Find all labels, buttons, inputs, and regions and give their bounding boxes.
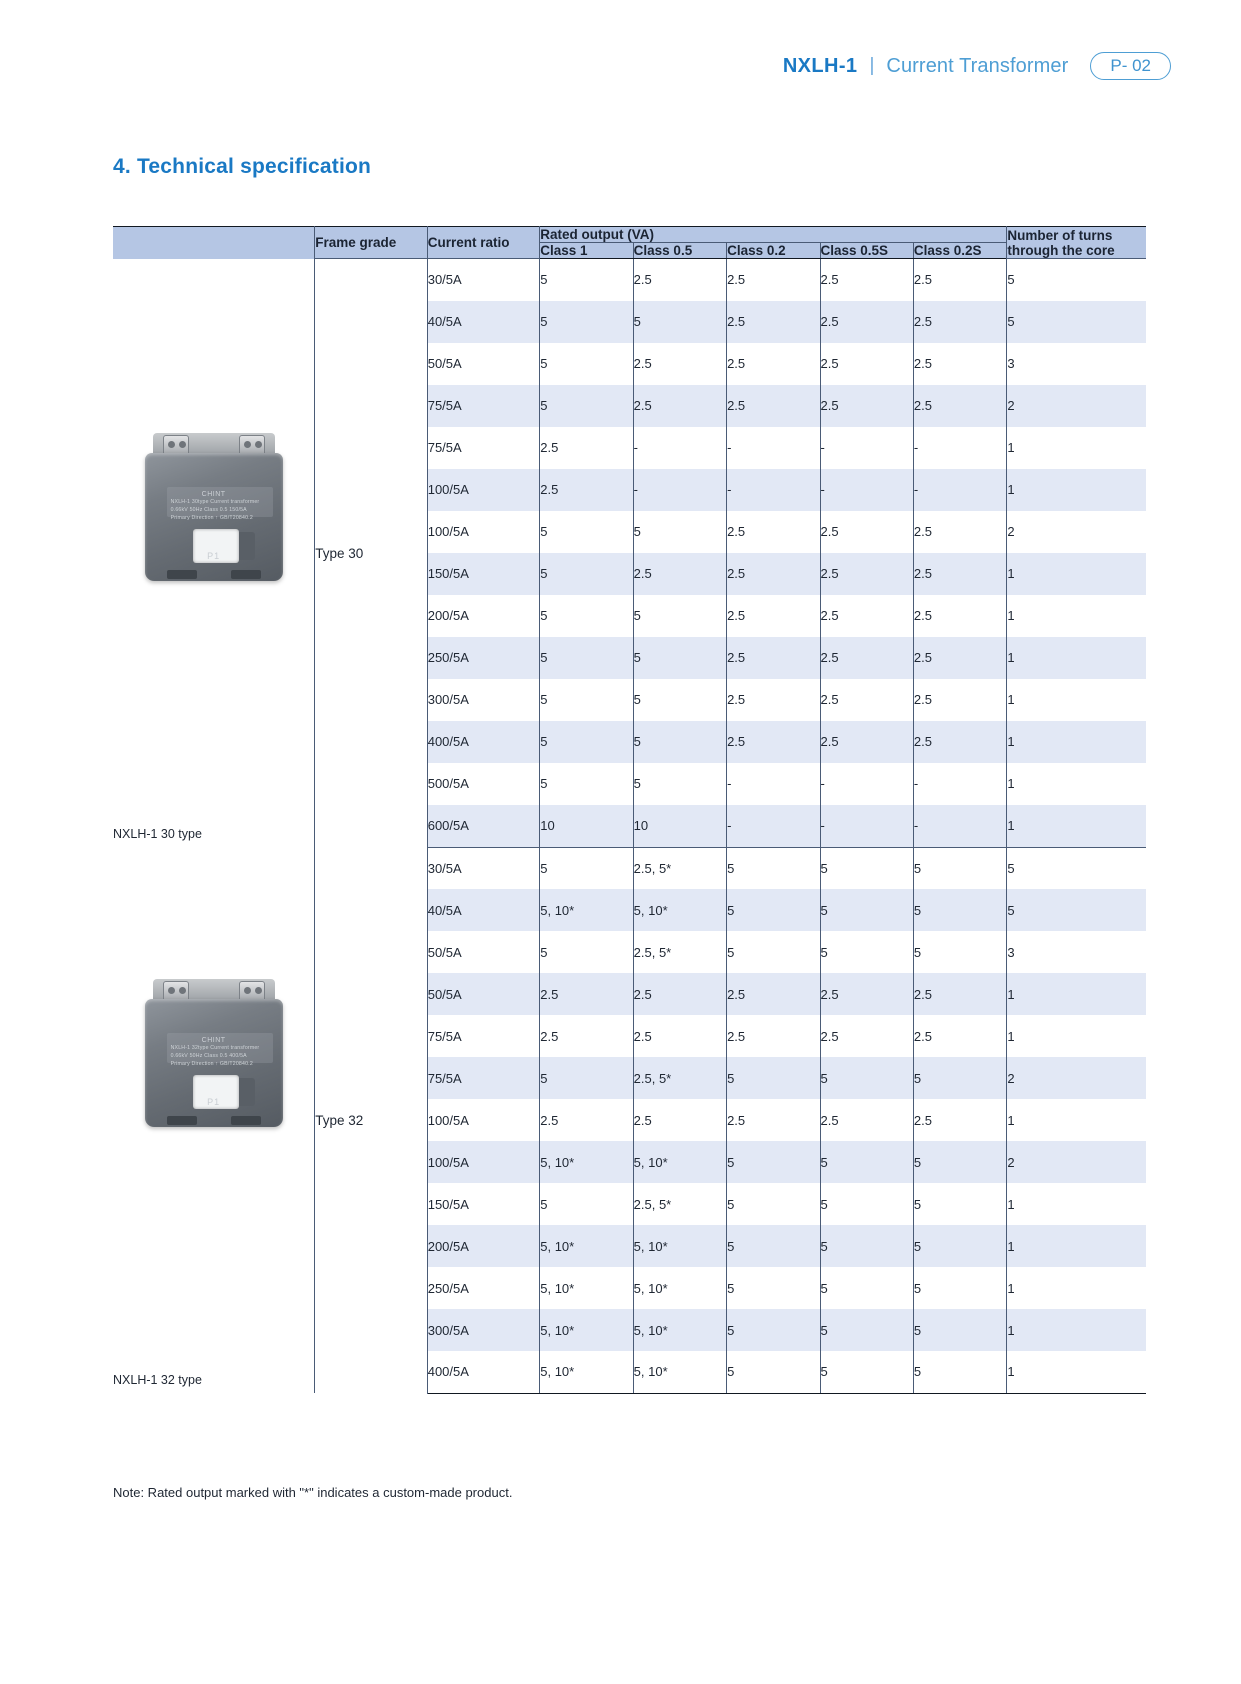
ct-spec-line-1: NXLH-1 30type Current transformer bbox=[170, 498, 260, 505]
rated-output-cell: 2.5 bbox=[913, 1015, 1006, 1057]
rated-output-cell: 2.5 bbox=[820, 721, 913, 763]
ct-housing bbox=[145, 453, 283, 581]
col-header-current-ratio: Current ratio bbox=[427, 227, 540, 259]
rated-output-cell: 5 bbox=[913, 1141, 1006, 1183]
rated-output-cell: 5 bbox=[540, 637, 633, 679]
rated-output-cell: 5, 10* bbox=[633, 1141, 726, 1183]
table-head-row-1 bbox=[113, 227, 1146, 243]
rated-output-cell: 5 bbox=[727, 847, 820, 889]
ct-spec-line-3: Primary Direction ↑ GB/T20840.2 bbox=[170, 1061, 253, 1067]
frame-grade-label: Type 30 bbox=[315, 545, 364, 561]
rated-output-cell: 5 bbox=[633, 511, 726, 553]
rated-output-cell: 5 bbox=[540, 259, 633, 301]
current-ratio-cell: 100/5A bbox=[427, 1099, 540, 1141]
rated-output-cell: 5 bbox=[540, 1183, 633, 1225]
rated-output-cell: - bbox=[913, 805, 1006, 847]
rated-output-cell: 5, 10* bbox=[540, 1351, 633, 1393]
rated-output-cell: 2.5 bbox=[727, 1015, 820, 1057]
rated-output-cell: 2.5 bbox=[820, 511, 913, 553]
rated-output-cell: 5 bbox=[913, 889, 1006, 931]
current-ratio-cell: 100/5A bbox=[427, 469, 540, 511]
frame-grade-label: Type 32 bbox=[315, 1112, 364, 1128]
rated-output-cell: 2.5 bbox=[820, 259, 913, 301]
rated-output-cell: 5, 10* bbox=[540, 1225, 633, 1267]
rated-output-cell: 5 bbox=[727, 1057, 820, 1099]
turns-cell: 1 bbox=[1007, 679, 1146, 721]
rated-output-cell: 5, 10* bbox=[633, 889, 726, 931]
rated-output-cell: 5, 10* bbox=[633, 1309, 726, 1351]
rated-output-cell: 5, 10* bbox=[633, 1267, 726, 1309]
current-ratio-cell: 400/5A bbox=[427, 721, 540, 763]
page-header bbox=[783, 48, 1171, 84]
table-row bbox=[113, 847, 1146, 889]
col-header-class-02s: Class 0.2S bbox=[913, 243, 1006, 259]
col-header-class-02: Class 0.2 bbox=[727, 243, 820, 259]
turns-cell: 2 bbox=[1007, 1141, 1146, 1183]
rated-output-cell: 2.5 bbox=[913, 511, 1006, 553]
rated-output-cell: 2.5 bbox=[540, 1099, 633, 1141]
current-ratio-cell: 50/5A bbox=[427, 343, 540, 385]
rated-output-cell: - bbox=[633, 427, 726, 469]
current-ratio-cell: 50/5A bbox=[427, 931, 540, 973]
ct-foot-left bbox=[167, 570, 197, 579]
current-ratio-cell: 100/5A bbox=[427, 511, 540, 553]
frame-grade-cell bbox=[315, 259, 428, 848]
rated-output-cell: 5 bbox=[727, 1141, 820, 1183]
current-ratio-cell: 250/5A bbox=[427, 1267, 540, 1309]
current-ratio-cell: 500/5A bbox=[427, 763, 540, 805]
rated-output-cell: 5 bbox=[913, 1225, 1006, 1267]
current-ratio-cell: 300/5A bbox=[427, 1309, 540, 1351]
rated-output-cell: 2.5 bbox=[820, 1099, 913, 1141]
rated-output-cell: 5 bbox=[820, 1351, 913, 1393]
rated-output-cell: 5 bbox=[727, 1267, 820, 1309]
rated-output-cell: 2.5 bbox=[727, 721, 820, 763]
current-ratio-cell: 300/5A bbox=[427, 679, 540, 721]
current-transformer-photo bbox=[139, 427, 289, 587]
current-ratio-cell: 100/5A bbox=[427, 1141, 540, 1183]
rated-output-cell: 10 bbox=[540, 805, 633, 847]
rated-output-cell: 5, 10* bbox=[540, 1141, 633, 1183]
rated-output-cell: - bbox=[727, 805, 820, 847]
rated-output-cell: 2.5, 5* bbox=[633, 931, 726, 973]
rated-output-cell: 5 bbox=[727, 931, 820, 973]
rated-output-cell: 2.5 bbox=[727, 1099, 820, 1141]
rated-output-cell: 2.5 bbox=[727, 259, 820, 301]
rated-output-cell: 2.5 bbox=[913, 343, 1006, 385]
rated-output-cell: 5 bbox=[540, 301, 633, 343]
rated-output-cell: 5 bbox=[727, 1225, 820, 1267]
rated-output-cell: 2.5 bbox=[540, 469, 633, 511]
rated-output-cell: 2.5 bbox=[633, 1099, 726, 1141]
turns-cell: 3 bbox=[1007, 343, 1146, 385]
rated-output-cell: 5 bbox=[540, 1057, 633, 1099]
rated-output-cell: 2.5 bbox=[913, 679, 1006, 721]
ct-foot-right bbox=[231, 570, 261, 579]
rated-output-cell: 5 bbox=[633, 679, 726, 721]
ct-housing bbox=[145, 999, 283, 1127]
rated-output-cell: 5 bbox=[727, 1183, 820, 1225]
turns-cell: 5 bbox=[1007, 259, 1146, 301]
rated-output-cell: 5 bbox=[540, 931, 633, 973]
current-ratio-cell: 75/5A bbox=[427, 427, 540, 469]
current-ratio-cell: 30/5A bbox=[427, 847, 540, 889]
rated-output-cell: 5 bbox=[633, 763, 726, 805]
header-separator: | bbox=[869, 55, 875, 76]
ct-foot-left bbox=[167, 1116, 197, 1125]
rated-output-cell: 5 bbox=[633, 721, 726, 763]
rated-output-cell: 2.5 bbox=[820, 637, 913, 679]
col-header-class-05s: Class 0.5S bbox=[820, 243, 913, 259]
turns-cell: 1 bbox=[1007, 1225, 1146, 1267]
rated-output-cell: 5 bbox=[540, 679, 633, 721]
rated-output-cell: 5 bbox=[633, 301, 726, 343]
frame-grade-cell bbox=[315, 847, 428, 1393]
rated-output-cell: 2.5 bbox=[820, 385, 913, 427]
current-ratio-cell: 150/5A bbox=[427, 553, 540, 595]
rated-output-cell: 2.5 bbox=[913, 385, 1006, 427]
rated-output-cell: 2.5 bbox=[820, 343, 913, 385]
rated-output-cell: 2.5 bbox=[820, 1015, 913, 1057]
rated-output-cell: 2.5 bbox=[913, 259, 1006, 301]
ct-spec-line-3: Primary Direction ↑ GB/T20840.2 bbox=[170, 514, 253, 521]
turns-cell: 1 bbox=[1007, 1309, 1146, 1351]
current-ratio-cell: 75/5A bbox=[427, 1057, 540, 1099]
table-body bbox=[113, 259, 1146, 1394]
table-row bbox=[113, 259, 1146, 301]
turns-cell: 5 bbox=[1007, 847, 1146, 889]
rated-output-cell: 5 bbox=[540, 343, 633, 385]
rated-output-cell: 5, 10* bbox=[633, 1225, 726, 1267]
rated-output-cell: - bbox=[633, 469, 726, 511]
turns-cell: 2 bbox=[1007, 1057, 1146, 1099]
rated-output-cell: 5 bbox=[540, 763, 633, 805]
rated-output-cell: 2.5 bbox=[540, 427, 633, 469]
rated-output-cell: 5 bbox=[820, 1225, 913, 1267]
rated-output-cell: 2.5, 5* bbox=[633, 847, 726, 889]
current-ratio-cell: 200/5A bbox=[427, 595, 540, 637]
rated-output-cell: 5 bbox=[540, 721, 633, 763]
rated-output-cell: - bbox=[727, 469, 820, 511]
rated-output-cell: - bbox=[727, 427, 820, 469]
turns-cell: 1 bbox=[1007, 637, 1146, 679]
turns-cell: 1 bbox=[1007, 553, 1146, 595]
rated-output-cell: 5 bbox=[913, 931, 1006, 973]
rated-output-cell: 2.5 bbox=[727, 511, 820, 553]
rated-output-cell: 5 bbox=[727, 889, 820, 931]
rated-output-cell: 5 bbox=[540, 511, 633, 553]
rated-output-cell: - bbox=[913, 427, 1006, 469]
current-ratio-cell: 40/5A bbox=[427, 301, 540, 343]
rated-output-cell: 5 bbox=[913, 1057, 1006, 1099]
current-ratio-cell: 150/5A bbox=[427, 1183, 540, 1225]
rated-output-cell: 5, 10* bbox=[540, 1309, 633, 1351]
page-number-badge: P- 02 bbox=[1090, 52, 1171, 80]
rated-output-cell: 5 bbox=[913, 1351, 1006, 1393]
rated-output-cell: 2.5 bbox=[633, 259, 726, 301]
rated-output-cell: 2.5, 5* bbox=[633, 1057, 726, 1099]
rated-output-cell: 5 bbox=[727, 1351, 820, 1393]
rated-output-cell: 2.5 bbox=[913, 973, 1006, 1015]
current-ratio-cell: 200/5A bbox=[427, 1225, 540, 1267]
turns-cell: 1 bbox=[1007, 595, 1146, 637]
rated-output-cell: 5 bbox=[913, 1183, 1006, 1225]
rated-output-cell: 2.5 bbox=[633, 343, 726, 385]
rated-output-cell: 5, 10* bbox=[540, 889, 633, 931]
rated-output-cell: 5 bbox=[540, 553, 633, 595]
rated-output-cell: 2.5 bbox=[540, 973, 633, 1015]
rated-output-cell: 2.5 bbox=[727, 553, 820, 595]
rated-output-cell: 5 bbox=[820, 1309, 913, 1351]
turns-cell: 3 bbox=[1007, 931, 1146, 973]
current-ratio-cell: 50/5A bbox=[427, 973, 540, 1015]
rated-output-cell: 2.5 bbox=[727, 343, 820, 385]
current-ratio-cell: 75/5A bbox=[427, 385, 540, 427]
col-header-frame-grade: Frame grade bbox=[315, 227, 428, 259]
current-ratio-cell: 600/5A bbox=[427, 805, 540, 847]
rated-output-cell: 2.5, 5* bbox=[633, 1183, 726, 1225]
ct-spec-line-1: NXLH-1 32type Current transformer bbox=[170, 1045, 260, 1051]
rated-output-cell: 5 bbox=[820, 889, 913, 931]
rated-output-cell: 5, 10* bbox=[633, 1351, 726, 1393]
turns-cell: 1 bbox=[1007, 973, 1146, 1015]
current-ratio-cell: 40/5A bbox=[427, 889, 540, 931]
rated-output-cell: 2.5 bbox=[727, 301, 820, 343]
rated-output-cell: - bbox=[727, 763, 820, 805]
turns-cell: 1 bbox=[1007, 1183, 1146, 1225]
turns-cell: 5 bbox=[1007, 889, 1146, 931]
rated-output-cell: 2.5 bbox=[820, 973, 913, 1015]
page-title: 4. Technical specification bbox=[113, 155, 372, 178]
turns-cell: 2 bbox=[1007, 511, 1146, 553]
rated-output-cell: 2.5 bbox=[727, 679, 820, 721]
col-header-class-1: Class 1 bbox=[540, 243, 633, 259]
spec-table bbox=[113, 226, 1146, 1394]
turns-cell: 1 bbox=[1007, 1351, 1146, 1393]
turns-cell: 1 bbox=[1007, 721, 1146, 763]
rated-output-cell: 2.5 bbox=[727, 385, 820, 427]
product-caption: NXLH-1 30 type bbox=[113, 826, 202, 841]
rated-output-cell: 5 bbox=[727, 1309, 820, 1351]
col-header-product bbox=[113, 227, 315, 259]
header-product-title: Current Transformer bbox=[886, 54, 1069, 77]
rated-output-cell: 5 bbox=[540, 385, 633, 427]
rated-output-cell: - bbox=[913, 763, 1006, 805]
table-head bbox=[113, 227, 1146, 259]
ct-spec-line-2: 0.66kV 50Hz Class 0.5 150/5A bbox=[170, 506, 247, 513]
ct-polarity-marking: P1 bbox=[207, 1097, 221, 1107]
rated-output-cell: 2.5 bbox=[913, 553, 1006, 595]
rated-output-cell: 2.5 bbox=[633, 553, 726, 595]
rated-output-cell: 5 bbox=[540, 595, 633, 637]
rated-output-cell: 5 bbox=[913, 847, 1006, 889]
product-photo-cell bbox=[113, 847, 315, 1393]
rated-output-cell: - bbox=[820, 763, 913, 805]
ct-brand-mark: CHINT bbox=[201, 490, 226, 498]
turns-cell: 5 bbox=[1007, 301, 1146, 343]
rated-output-cell: 5 bbox=[820, 1267, 913, 1309]
rated-output-cell: 2.5 bbox=[913, 637, 1006, 679]
current-ratio-cell: 75/5A bbox=[427, 1015, 540, 1057]
product-caption: NXLH-1 32 type bbox=[113, 1373, 202, 1387]
rated-output-cell: 5 bbox=[913, 1309, 1006, 1351]
rated-output-cell: 2.5 bbox=[913, 1099, 1006, 1141]
rated-output-cell: - bbox=[820, 427, 913, 469]
rated-output-cell: - bbox=[913, 469, 1006, 511]
turns-cell: 1 bbox=[1007, 763, 1146, 805]
turns-cell: 1 bbox=[1007, 1267, 1146, 1309]
rated-output-cell: 5 bbox=[820, 1057, 913, 1099]
rated-output-cell: 5 bbox=[820, 931, 913, 973]
col-header-rated-output: Rated output (VA) bbox=[540, 227, 1007, 243]
rated-output-cell: 5, 10* bbox=[540, 1267, 633, 1309]
turns-cell: 1 bbox=[1007, 469, 1146, 511]
rated-output-cell: 5 bbox=[633, 595, 726, 637]
table-footnote: Note: Rated output marked with "*" indicates a custom-made product. bbox=[113, 1485, 513, 1500]
rated-output-cell: 2.5 bbox=[913, 721, 1006, 763]
ct-spec-line-2: 0.66kV 50Hz Class 0.5 400/5A bbox=[170, 1053, 247, 1059]
rated-output-cell: 2.5 bbox=[633, 385, 726, 427]
turns-cell: 1 bbox=[1007, 1015, 1146, 1057]
rated-output-cell: - bbox=[820, 805, 913, 847]
rated-output-cell: 2.5 bbox=[913, 595, 1006, 637]
technical-specification-table bbox=[113, 226, 1146, 1394]
current-transformer-photo bbox=[139, 973, 289, 1133]
current-ratio-cell: 400/5A bbox=[427, 1351, 540, 1393]
turns-cell: 2 bbox=[1007, 385, 1146, 427]
rated-output-cell: 2.5 bbox=[913, 301, 1006, 343]
rated-output-cell: 5 bbox=[540, 847, 633, 889]
rated-output-cell: 2.5 bbox=[820, 679, 913, 721]
rated-output-cell: 2.5 bbox=[820, 553, 913, 595]
rated-output-cell: 5 bbox=[820, 1141, 913, 1183]
ct-foot-right bbox=[231, 1116, 261, 1125]
rated-output-cell: 5 bbox=[820, 847, 913, 889]
col-header-class-05: Class 0.5 bbox=[633, 243, 726, 259]
rated-output-cell: 2.5 bbox=[727, 637, 820, 679]
rated-output-cell: 5 bbox=[633, 637, 726, 679]
rated-output-cell: 2.5 bbox=[820, 301, 913, 343]
product-photo-cell bbox=[113, 259, 315, 848]
current-ratio-cell: 30/5A bbox=[427, 259, 540, 301]
turns-cell: 1 bbox=[1007, 805, 1146, 847]
rated-output-cell: 5 bbox=[913, 1267, 1006, 1309]
rated-output-cell: 2.5 bbox=[633, 1015, 726, 1057]
ct-brand-mark: CHINT bbox=[201, 1037, 226, 1044]
header-product-code: NXLH-1 bbox=[782, 54, 858, 77]
col-header-turns: Number of turns through the core bbox=[1007, 227, 1146, 259]
rated-output-cell: 2.5 bbox=[727, 595, 820, 637]
rated-output-cell: - bbox=[820, 469, 913, 511]
turns-cell: 1 bbox=[1007, 427, 1146, 469]
rated-output-cell: 2.5 bbox=[633, 973, 726, 1015]
rated-output-cell: 2.5 bbox=[727, 973, 820, 1015]
rated-output-cell: 2.5 bbox=[540, 1015, 633, 1057]
current-ratio-cell: 250/5A bbox=[427, 637, 540, 679]
rated-output-cell: 2.5 bbox=[820, 595, 913, 637]
rated-output-cell: 10 bbox=[633, 805, 726, 847]
rated-output-cell: 5 bbox=[820, 1183, 913, 1225]
turns-cell: 1 bbox=[1007, 1099, 1146, 1141]
ct-polarity-marking: P1 bbox=[207, 550, 221, 561]
